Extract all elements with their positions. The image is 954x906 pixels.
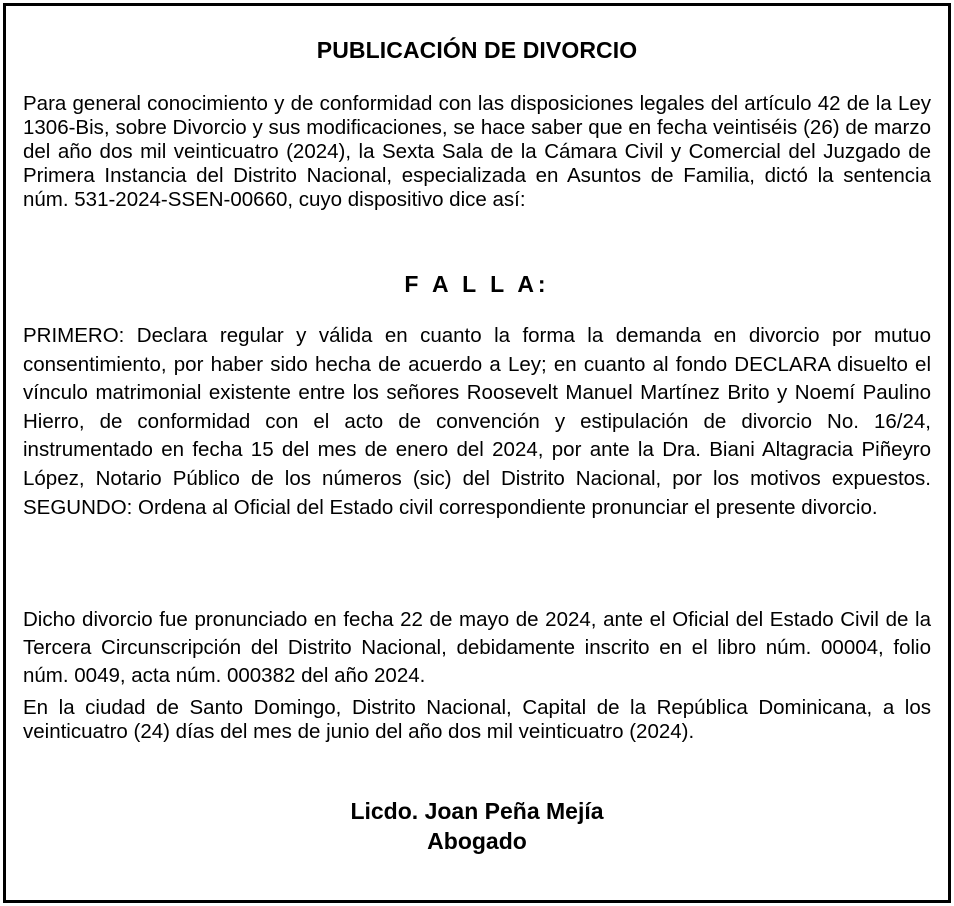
signature-block: [23, 796, 931, 856]
ruling-paragraph: PRIMERO: Declara regular y válida en cuanto la forma la demanda en divorcio por mutuo consentimiento, por haber sido hecha de acuerdo a Ley; en cuanto al fondo DECLARA disuelto el vínculo matrimonial existente entre los señores Roosevelt Manuel Martínez Brito y Noemí Paulino Hierro, de conformidad con el acto de convención y estipulación de divorcio No. 16/24, instrumentado en fecha 15 del mes de enero del 2024, por ante la Dra. Biani Altagracia Piñeyro López, Notario Público de los números (sic) del Distrito Nacional, por los motivos expuestos. SEGUNDO: Ordena al Oficial del Estado civil correspondiente pronunciar el presente divorcio.: [23, 324, 931, 519]
notice-title: PUBLICACIÓN DE DIVORCIO: [316, 37, 638, 63]
falla-heading: F A L L A:: [404, 271, 550, 297]
divorce-notice: [3, 3, 951, 903]
signature-name: Licdo. Joan Peña Mejía: [350, 798, 604, 824]
intro-paragraph: Para general conocimiento y de conformidad con las disposiciones legales del artículo 42 de la Ley 1306-Bis, sobre Divorcio y sus modificaciones, se hace saber que en fecha veintiséis (26) de marzo del año dos mil veinticuatro (2024), la Sexta Sala de la Cámara Civil y Comercial del Juzgado de Primera Instancia del Distrito Nacional, especializada en Asuntos de Familia, dictó la sentencia núm. 531-2024-SSEN-00660, cuyo dispositivo dice así:: [23, 92, 931, 211]
closing-paragraph: En la ciudad de Santo Domingo, Distrito Nacional, Capital de la República Dominicana, a los veinticuatro (24) días del mes de junio del año dos mil veinticuatro (2024).: [23, 696, 931, 743]
pronouncement-paragraph: Dicho divorcio fue pronunciado en fecha 22 de mayo de 2024, ante el Oficial del Estado Civil de la Tercera Circunscripción del Distrito Nacional, debidamente inscrito en el libro núm. 00004, folio núm. 0049, acta núm. 000382 del año 2024.: [23, 608, 931, 687]
signature-role: Abogado: [427, 828, 527, 854]
